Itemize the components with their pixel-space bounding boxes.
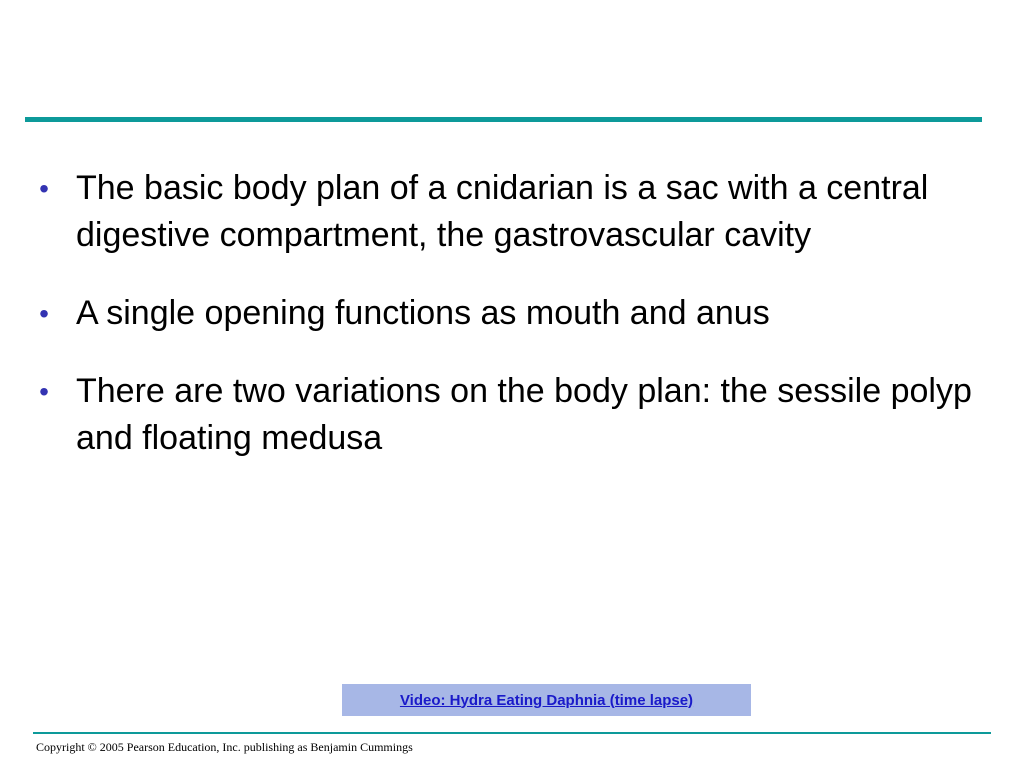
bullet-item [34, 368, 974, 462]
copyright-text: Copyright © 2005 Pearson Education, Inc. publishing as Benjamin Cummings [36, 740, 413, 754]
bottom-divider [33, 732, 991, 734]
video-link-box [342, 684, 751, 716]
top-divider [25, 117, 982, 122]
bullet-text: There are two variations on the body plan: the sessile polyp and floating medusa [76, 372, 972, 457]
bullet-list [34, 165, 974, 493]
bullet-text: The basic body plan of a cnidarian is a sac with a central digestive compartment, the gastrovascular cavity [76, 169, 929, 254]
bullet-item [34, 165, 974, 259]
bullet-text: A single opening functions as mouth and anus [76, 294, 770, 332]
video-link[interactable]: Video: Hydra Eating Daphnia (time lapse) [399, 691, 694, 709]
bullet-item [34, 290, 974, 337]
bullet-marker: • [39, 173, 49, 204]
bullet-marker: • [39, 376, 49, 407]
bullet-marker: • [39, 298, 49, 329]
